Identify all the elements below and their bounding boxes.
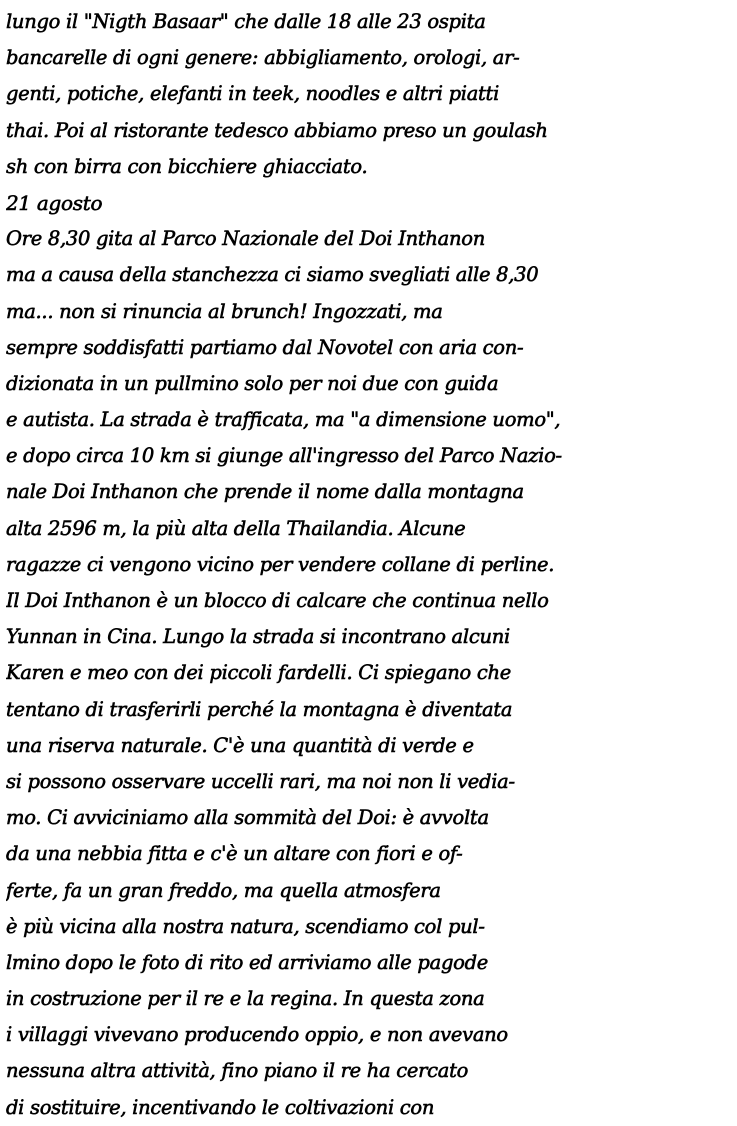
text-line: Il Doi Inthanon è un blocco di calcare che continua nello: [6, 589, 549, 612]
text-line: nessuna altra attività, fino piano il re ha cercato: [6, 1059, 469, 1083]
text-line: ferte, fa un gran freddo, ma quella atmosfera: [6, 878, 441, 902]
text-line: i villaggi vivevano producendo oppio, e non avevano: [6, 1023, 508, 1047]
text-line: da una nebbia fitta e c'è un altare con fiori e of-: [6, 842, 463, 866]
text-line: lungo il "Nigth Basaar" che dalle 18 alle 23 ospita: [6, 10, 486, 33]
text-line: e dopo circa 10 km si giunge all'ingresso del Parco Nazio-: [6, 444, 562, 468]
text-line: tentano di trasferirli perché la montagna è diventata: [6, 697, 513, 721]
text-line: sempre soddisfatti partiamo dal Novotel con aria con-: [6, 335, 524, 359]
date-heading: 21 agosto: [6, 190, 103, 215]
text-line: dizionata in un pullmino solo per noi due con guida: [6, 371, 499, 395]
text-line: nale Doi Inthanon che prende il nome dalla montagna: [6, 480, 524, 504]
text-line: bancarelle di ogni genere: abbigliamento, orologi, ar-: [6, 46, 520, 70]
text-line: ma... non si rinuncia al brunch! Ingozzati, ma: [6, 299, 443, 323]
text-line: alta 2596 m, la più alta della Thailandia. Alcune: [6, 516, 466, 540]
text-line: in costruzione per il re e la regina. In questa zona: [6, 987, 485, 1011]
text-line: una riserva naturale. C'è una quantità di verde e: [6, 733, 474, 757]
text-line: è più vicina alla nostra natura, scendiamo col pul-: [6, 914, 485, 938]
text-line: ragazze ci vengono vicino per vendere collane di perline.: [6, 552, 555, 576]
text-line: sh con birra con bicchiere ghiacciato.: [6, 154, 368, 178]
text-line: thai. Poi al ristorante tedesco abbiamo preso un goulash: [6, 118, 548, 142]
text-line: mo. Ci avviciniamo alla sommità del Doi: è avvolta: [6, 806, 489, 830]
text-line: Karen e meo con dei piccoli fardelli. Ci spiegano che: [6, 661, 512, 685]
text-line: di sostituire, incentivando le coltivazioni con: [6, 1095, 435, 1119]
text-line: genti, potiche, elefanti in teek, noodles e altri piatti: [6, 82, 500, 106]
text-line: Ore 8,30 gita al Parco Nazionale del Doi Inthanon: [6, 227, 485, 251]
text-line: lmino dopo le foto di rito ed arriviamo alle pagode: [6, 950, 488, 974]
text-line: e autista. La strada è trafficata, ma "a dimensione uomo",: [6, 408, 561, 432]
text-line: Yunnan in Cina. Lungo la strada si incontrano alcuni: [6, 625, 510, 649]
text-line: ma a causa della stanchezza ci siamo svegliati alle 8,30: [6, 263, 539, 287]
text-line: si possono osservare uccelli rari, ma noi non li vedia-: [6, 769, 515, 793]
